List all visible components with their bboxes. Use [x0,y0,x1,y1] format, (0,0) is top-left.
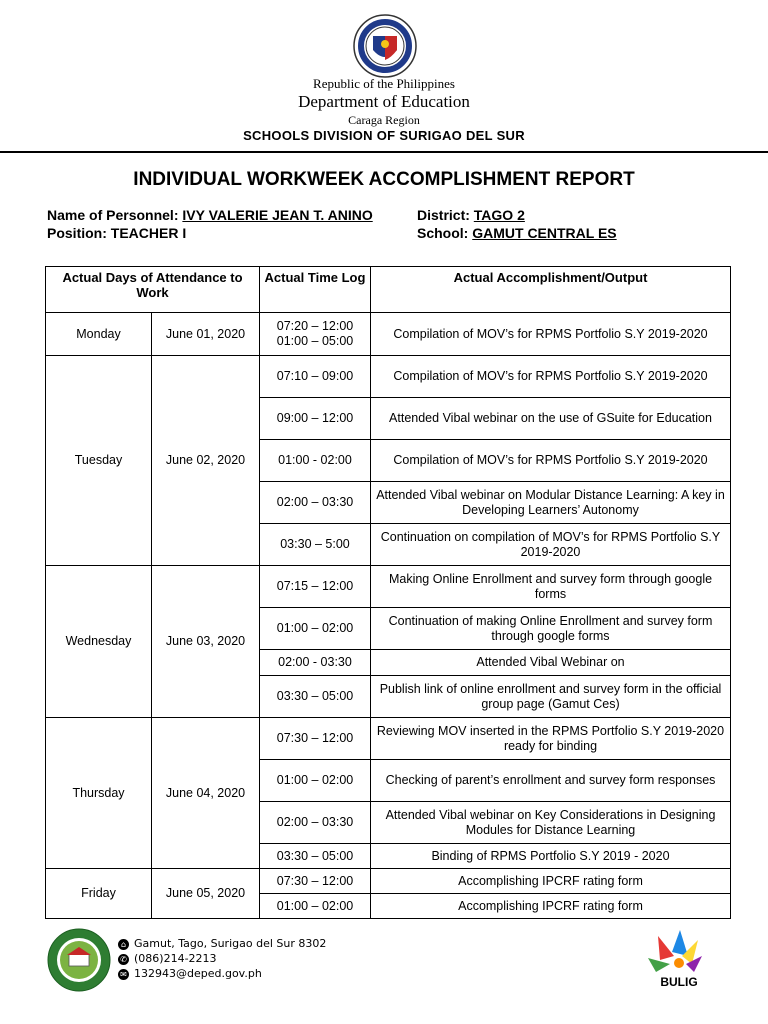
time-cell: 01:00 – 02:00 [260,760,371,802]
time-cell: 07:10 – 09:00 [260,356,371,398]
time-cell: 07:20 – 12:00 01:00 – 05:00 [260,313,371,356]
header-division: SCHOOLS DIVISION OF SURIGAO DEL SUR [243,128,525,143]
header-divider [0,151,768,153]
output-cell: Attended Vibal Webinar on [371,650,731,676]
position-value: TEACHER I [110,225,187,241]
report-title: INDIVIDUAL WORKWEEK ACCOMPLISHMENT REPORT [133,169,635,190]
district [417,207,525,223]
time-cell: 02:00 – 03:30 [260,802,371,844]
output-cell: Continuation of making Online Enrollment and survey form through google forms [371,608,731,650]
output-cell: Checking of parent’s enrollment and survey form responses [371,760,731,802]
school-seal-logo [47,928,111,992]
bulig-logo-text: BULIG [660,975,698,989]
output-cell: Reviewing MOV inserted in the RPMS Portfolio S.Y 2019-2020 ready for binding [371,718,731,760]
output-cell: Compilation of MOV’s for RPMS Portfolio S.Y 2019-2020 [371,356,731,398]
table-header-row [46,267,731,313]
output-cell: Compilation of MOV’s for RPMS Portfolio S.Y 2019-2020 [371,313,731,356]
day-cell: Monday [46,313,152,356]
school-label: School: [417,225,469,241]
time-cell: 03:30 – 5:00 [260,524,371,566]
table-row [46,313,731,356]
district-value: TAGO 2 [473,207,525,223]
time-cell: 07:15 – 12:00 [260,566,371,608]
name-value: IVY VALERIE JEAN T. ANINO [182,207,373,223]
phone-text: (086)214-2213 [134,952,217,965]
output-cell: Making Online Enrollment and survey form through google forms [371,566,731,608]
footer-address [118,937,326,950]
output-cell: Continuation on compilation of MOV’s for RPMS Portfolio S.Y 2019-2020 [371,524,731,566]
output-cell: Attended Vibal webinar on Key Considerations in Designing Modules for Distance Learning [371,802,731,844]
time-cell: 02:00 – 03:30 [260,482,371,524]
table-row [46,869,731,894]
table-row [46,718,731,760]
address-text: Gamut, Tago, Surigao del Sur 8302 [134,937,327,950]
time-cell: 01:00 – 02:00 [260,608,371,650]
header-republic: Republic of the Philippines [313,76,455,91]
header-days: Actual Days of Attendance to Work [46,267,260,313]
time-cell: 01:00 – 02:00 [260,894,371,919]
time-cell: 01:00 - 02:00 [260,440,371,482]
output-cell: Attended Vibal webinar on the use of GSuite for Education [371,398,731,440]
email-text: 132943@deped.gov.ph [134,967,262,980]
day-cell: Tuesday [46,356,152,566]
table-row [46,566,731,608]
position-label: Position: [47,225,107,241]
time-cell: 09:00 – 12:00 [260,398,371,440]
output-cell: Accomplishing IPCRF rating form [371,894,731,919]
name-of-personnel [47,207,373,223]
time-cell: 03:30 – 05:00 [260,844,371,869]
school [417,225,617,241]
date-cell: June 02, 2020 [152,356,260,566]
phone-icon: ✆ [118,954,129,965]
date-cell: June 05, 2020 [152,869,260,919]
name-label: Name of Personnel: [47,207,179,223]
output-cell: Accomplishing IPCRF rating form [371,869,731,894]
day-cell: Thursday [46,718,152,869]
output-cell: Compilation of MOV’s for RPMS Portfolio S.Y 2019-2020 [371,440,731,482]
time-cell: 03:30 – 05:00 [260,676,371,718]
date-cell: June 01, 2020 [152,313,260,356]
day-cell: Friday [46,869,152,919]
home-icon: ⌂ [118,939,129,950]
header-output: Actual Accomplishment/Output [371,267,731,313]
footer-phone [118,952,217,965]
time-cell: 07:30 – 12:00 [260,718,371,760]
output-cell: Attended Vibal webinar on Modular Distance Learning: A key in Developing Learners’ Autonomy [371,482,731,524]
date-cell: June 04, 2020 [152,718,260,869]
district-label: District: [417,207,470,223]
header-department: Department of Education [298,92,470,111]
output-cell: Publish link of online enrollment and survey form in the official group page (Gamut Ces) [371,676,731,718]
footer-email [118,967,262,980]
header-region: Caraga Region [348,113,420,127]
output-cell: Binding of RPMS Portfolio S.Y 2019 - 2020 [371,844,731,869]
bulig-logo [636,926,722,992]
position [47,225,186,241]
deped-seal-logo [353,14,417,78]
date-cell: June 03, 2020 [152,566,260,718]
header-time: Actual Time Log [260,267,371,313]
table-row [46,356,731,398]
time-cell: 02:00 - 03:30 [260,650,371,676]
accomplishment-table [45,266,731,919]
day-cell: Wednesday [46,566,152,718]
time-cell: 07:30 – 12:00 [260,869,371,894]
school-value: GAMUT CENTRAL ES [472,225,617,241]
email-icon: ✉ [118,969,129,980]
